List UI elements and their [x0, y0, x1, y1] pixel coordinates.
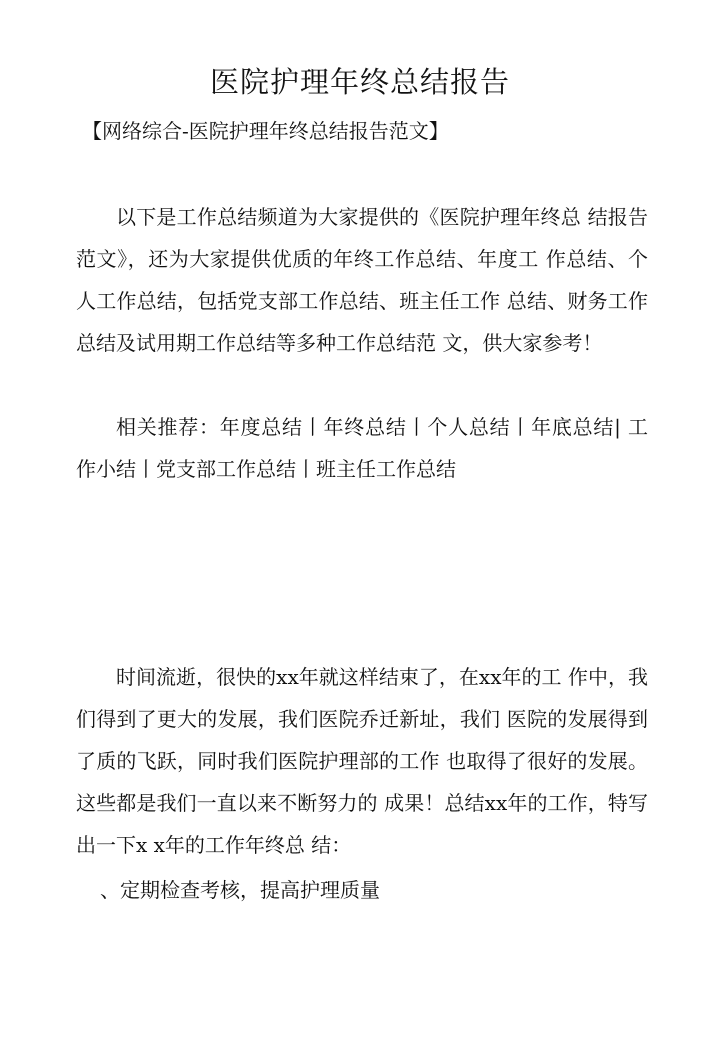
document-title: 医院护理年终总结报告: [209, 65, 510, 99]
related-recommendations-paragraph: 相关推荐：年度总结丨年终总结丨个人总结丨年底总结| 工作小结丨党支部工作总结丨班主任工作总结: [76, 415, 648, 481]
section-heading-item: 、定期检查考核，提高护理质量: [100, 878, 380, 902]
intro-paragraph: 以下是工作总结频道为大家提供的《医院护理年终总 结报告范文》，还为大家提供优质的年终工作总结、年度工 作总结、个人工作总结，包括党支部工作总结、班主任工作 总结、财务工作总结及试用期工作总结等多种工作总结范 文，供大家参考！: [76, 205, 648, 355]
summary-opening-paragraph: 时间流逝，很快的xx年就这样结束了，在xx年的工 作中，我们得到了更大的发展，我们医院乔迁新址，我们 医院的发展得到了质的飞跃，同时我们医院护理部的工作 也取得了很好的发展。这些都是我们一直以来不断努力的 成果！总结xx年的工作，特写出一下x x年的工作年终总 结：: [76, 665, 648, 857]
document-subtitle: 【网络综合-医院护理年终总结报告范文】: [82, 119, 449, 143]
